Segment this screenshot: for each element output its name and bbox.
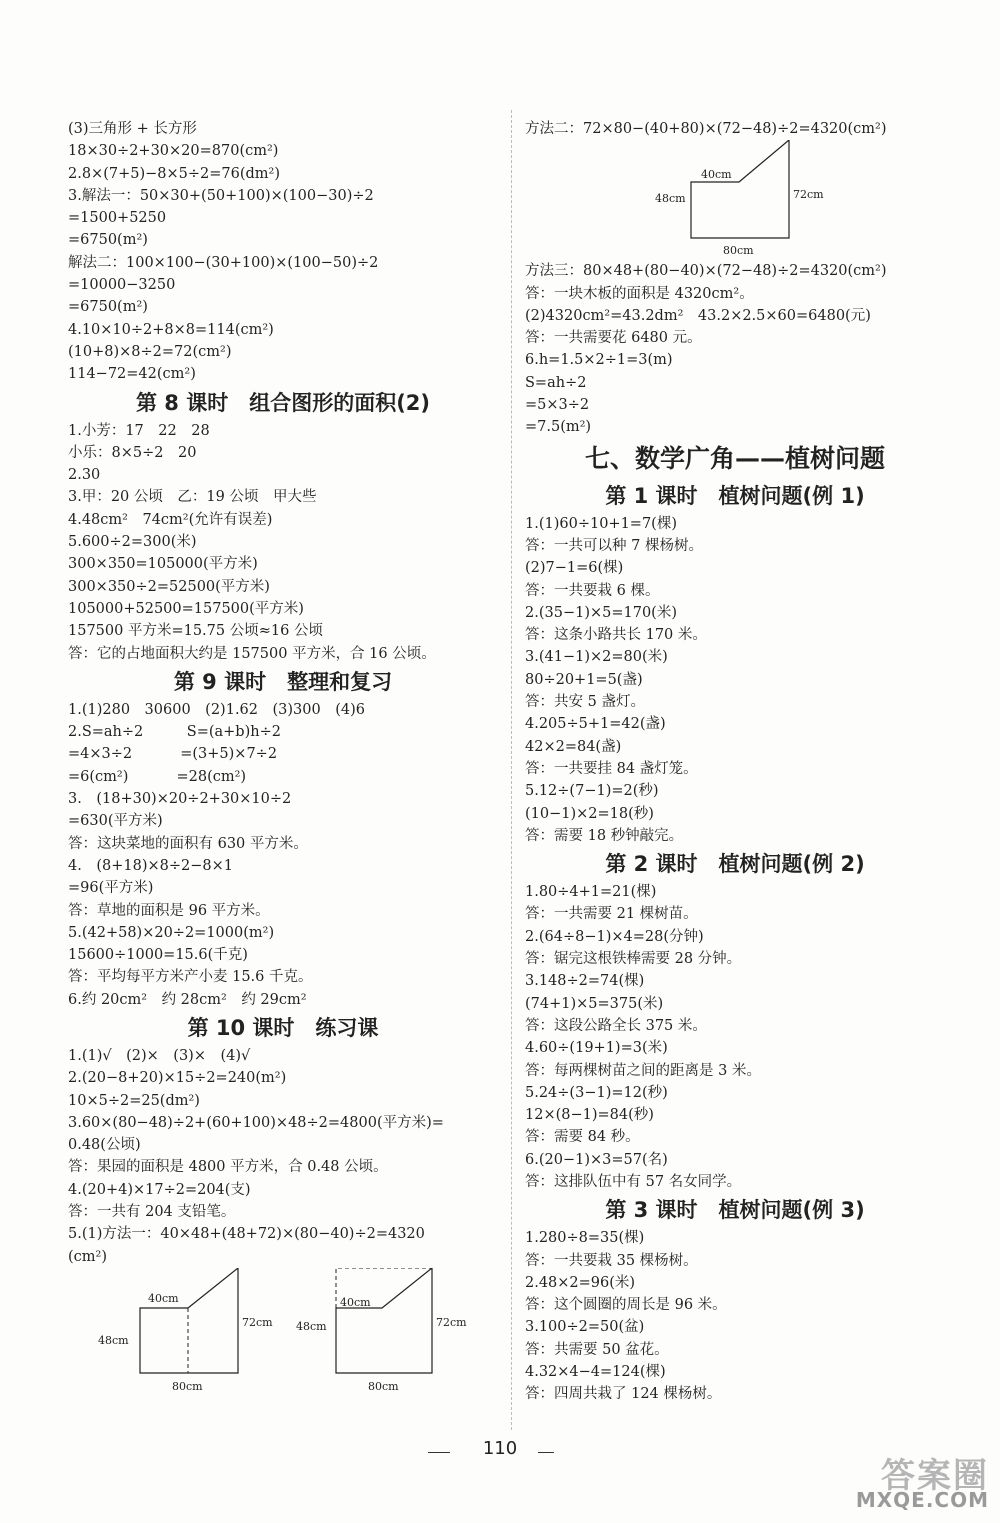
label-48cm-1: 48cm [98,1333,129,1347]
label-72cm-1: 72cm [242,1315,273,1329]
label-48cm-2: 48cm [296,1319,327,1333]
page-dash-left [428,1452,450,1453]
answer-line: 1.小芳：17 22 28 [68,422,210,439]
figure-outline-3 [691,140,789,238]
answer-line: 1.(1)280 30600 (2)1.62 (3)300 (4)6 [68,701,365,718]
answer-line: 2.8×(7+5)−8×5÷2=76(dm²) [68,165,281,182]
answer-line: =6(cm²) =28(cm²) [68,768,247,785]
label-72cm-3: 72cm [793,188,824,202]
answer-line: (10−1)×2=18(秒) [525,805,654,822]
answer-line: 2.30 [68,467,101,484]
composite-shape-figures [68,1268,498,1418]
heading-tree-lesson-1: 第 1 课时 植树问题(例 1) [605,483,865,508]
answer-line: 12×(8−1)=84(秒) [525,1107,654,1124]
label-80cm-2: 80cm [368,1379,399,1393]
page-dash-right [538,1452,554,1453]
answer-line: 4. (8+18)×8÷2−8×1 [68,857,233,874]
answer-line: 2.(64÷8−1)×4=28(分钟) [525,928,704,945]
answer-line: 80÷20+1=5(盏) [525,671,643,688]
answer-line: 3.甲：20 公顷 乙：19 公顷 甲大些 [68,489,317,506]
answer-line: 答：一共可以种 7 棵杨树。 [525,537,703,554]
answer-line: 15600÷1000=15.6(千克) [68,947,248,964]
answer-line: 3.100÷2=50(盆) [525,1319,645,1336]
answer-line: (74+1)×5=375(米) [525,995,664,1012]
answer-line: 5.600÷2=300(米) [68,534,197,551]
heading-lesson-9: 第 9 课时 整理和复习 [173,669,393,694]
left-block-1 [68,118,498,386]
answer-line: =6750(m²) [68,299,148,316]
answer-line: 小乐：8×5÷2 20 [68,444,197,461]
column-divider [511,110,512,1430]
answer-line: 114−72=42(cm²) [68,366,196,383]
answer-line: 6.(20−1)×3=57(名) [525,1151,668,1168]
heading-unit-7: 七、数学广角——植树问题 [584,443,885,473]
heading-tree-lesson-2: 第 2 课时 植树问题(例 2) [605,852,865,877]
answer-line: 0.48(公顷) [68,1137,141,1154]
answer-line: 1.(1)60÷10+1=7(棵) [525,515,677,532]
answer-line: 157500 平方米=15.75 公顷≈16 公顷 [68,623,323,640]
figure-enclosed-rectangle [296,1268,467,1393]
answer-line: 2.(35−1)×5=170(米) [525,604,677,621]
answer-line: 答：草地的面积是 96 平方米。 [68,902,270,919]
answer-line: 答：共需要 50 盆花。 [525,1341,669,1358]
answer-line: 5.12÷(7−1)=2(秒) [525,783,659,800]
answer-line: =1500+5250 [68,210,167,227]
label-40cm-1: 40cm [148,1291,179,1305]
answer-line: 1.280÷8=35(棵) [525,1230,645,1247]
answer-line: 答：这段公路全长 375 米。 [525,1017,707,1034]
figure-outline [140,1268,238,1373]
answer-line: 5.(1)方法一：40×48+(48+72)×(80−40)÷2=4320 [68,1226,425,1243]
answer-line: 2.(20−8+20)×15÷2=240(m²) [68,1070,287,1087]
heading-lesson-8: 第 8 课时 组合图形的面积(2) [135,390,431,415]
answer-line: 10×5÷2=25(dm²) [68,1092,200,1109]
label-40cm-3: 40cm [701,168,732,182]
answer-line: 18×30÷2+30×20=870(cm²) [68,143,279,160]
watermark-url: MXQE.COM [855,1488,989,1512]
answer-line: 3.60×(80−48)÷2+(60+100)×48÷2=4800(平方米)= [68,1114,444,1131]
page-number: 110 [482,1438,518,1459]
answer-line: =4×3÷2 =(3+5)×7÷2 [68,746,278,763]
answer-line: 答：一共需要花 6480 元。 [525,330,702,347]
answer-line: =10000−3250 [68,277,176,294]
answer-line: 答：一块木板的面积是 4320cm²。 [525,285,754,302]
right-block-3 [525,513,945,847]
figure-method-two [525,140,945,260]
watermark [825,1448,995,1518]
answer-line: 答：需要 18 秒钟敲完。 [525,827,684,844]
figure-method-two-svg [525,140,945,260]
answer-line: 4.60÷(19+1)=3(米) [525,1040,668,1057]
answer-line: 答：一共要栽 35 棵杨树。 [525,1252,698,1269]
figures-method-one [68,1268,498,1418]
answer-line: 4.10×10÷2+8×8=114(cm²) [68,321,274,338]
answer-line: 答：一共需要 21 棵树苗。 [525,906,698,923]
answer-line: 4.32×4−4=124(棵) [525,1364,666,1381]
label-40cm-2: 40cm [340,1295,371,1309]
answer-line: 6.约 20cm² 约 28cm² 约 29cm² [68,991,307,1008]
answer-line: 方法三：80×48+(80−40)×(72−48)÷2=4320(cm²) [525,263,887,280]
answer-line: 答：每两棵树苗之间的距离是 3 米。 [525,1062,761,1079]
answer-line: =6750(m²) [68,232,148,249]
answer-line: 3.148÷2=74(棵) [525,973,645,990]
answer-line: (cm²) [68,1248,107,1265]
answer-line: 答：一共有 204 支铅笔。 [68,1204,236,1221]
answer-line: 答：需要 84 秒。 [525,1129,640,1146]
label-80cm-1: 80cm [172,1379,203,1393]
answer-line: 4.48cm² 74cm²(允许有误差) [68,511,273,528]
label-80cm-3: 80cm [723,244,754,258]
answer-line: =7.5(m²) [525,419,592,436]
answer-line: (10+8)×8÷2=72(cm²) [68,343,232,360]
label-72cm-2: 72cm [436,1315,467,1329]
answer-line: 2.S=ah÷2 S=(a+b)h÷2 [68,724,281,741]
answer-line: 答：四周共栽了 124 棵杨树。 [525,1386,722,1403]
left-block-2 [68,420,498,665]
answer-line: =96(平方米) [68,880,154,897]
left-block-3 [68,699,498,1011]
answer-line: 答：这块菜地的面积有 630 平方米。 [68,835,308,852]
answer-line: (2)4320cm²=43.2dm² 43.2×2.5×60=6480(元) [525,307,871,324]
answer-line: 答：这条小路共长 170 米。 [525,627,707,644]
answer-line: 3.解法一：50×30+(50+100)×(100−30)÷2 [68,187,374,204]
answer-line: (3)三角形 + 长方形 [68,121,197,137]
answer-line: 42×2=84(盏) [525,738,622,755]
answer-line: 5.24÷(3−1)=12(秒) [525,1084,668,1101]
answer-line: =630(平方米) [68,813,163,830]
answer-line: S=ah÷2 [525,374,587,391]
answer-line: =5×3÷2 [525,397,590,414]
right-block-4 [525,881,945,1193]
answer-line: 答：这个圆圈的周长是 96 米。 [525,1297,727,1314]
answer-line: 3. (18+30)×20÷2+30×10÷2 [68,791,292,808]
answer-line: 解法二：100×100−(30+100)×(100−50)÷2 [68,254,379,271]
answer-line: 1.80÷4+1=21(棵) [525,884,657,901]
answer-line: 300×350÷2=52500(平方米) [68,578,270,595]
answer-line: (2)7−1=6(棵) [525,560,624,577]
label-48cm-3: 48cm [655,192,686,206]
answer-line: 105000+52500=157500(平方米) [68,600,304,617]
answer-line: 5.(42+58)×20÷2=1000(m²) [68,924,275,941]
right-column [525,118,945,1406]
answer-line: 答：它的占地面积大约是 157500 平方米，合 16 公顷。 [68,645,436,662]
answer-line: 答：这排队伍中有 57 名女同学。 [525,1173,742,1190]
heading-tree-lesson-3: 第 3 课时 植树问题(例 3) [605,1198,865,1223]
figure-outline-2 [336,1268,432,1373]
right-block-1 [525,118,945,140]
answer-line: 答：锯完这根铁棒需要 28 分钟。 [525,951,742,968]
figure-split-rectangle-triangle [98,1268,273,1393]
answer-line: 1.(1)√ (2)× (3)× (4)√ [68,1047,251,1064]
answer-line: 答：平均每平方米产小麦 15.6 千克。 [68,969,313,986]
answer-line: 答：共安 5 盏灯。 [525,694,645,711]
watermark-title: 答案圈 [881,1456,989,1496]
left-block-4 [68,1045,498,1268]
answer-line: 答：一共要栽 6 棵。 [525,582,660,599]
answer-line: 答：一共要挂 84 盏灯笼。 [525,760,698,777]
answer-line: 答：果园的面积是 4800 平方米，合 0.48 公顷。 [68,1159,388,1176]
answer-line: 3.(41−1)×2=80(米) [525,649,668,666]
answer-line: 4.205÷5+1=42(盏) [525,716,666,733]
answer-line: 4.(20+4)×17÷2=204(支) [68,1181,251,1198]
right-block-5 [525,1227,945,1405]
answer-line: 2.48×2=96(米) [525,1274,636,1291]
heading-lesson-10: 第 10 课时 练习课 [187,1015,379,1040]
left-column [68,118,498,1418]
answer-line: 6.h=1.5×2÷1=3(m) [525,352,673,369]
answer-line: 方法二：72×80−(40+80)×(72−48)÷2=4320(cm²) [525,121,887,137]
right-block-2 [525,260,945,438]
answer-line: 300×350=105000(平方米) [68,556,258,573]
